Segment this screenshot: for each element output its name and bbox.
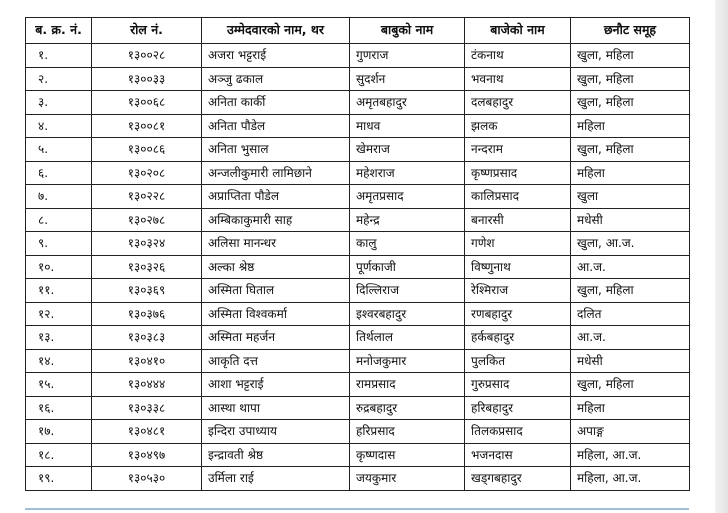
- cell-roll-number: १३०२०८: [92, 161, 202, 185]
- cell-grandfather-name: नन्दराम: [465, 138, 571, 162]
- table-row: [26, 208, 690, 232]
- cell-serial-number: १.: [26, 44, 92, 68]
- cell-grandfather-name: बनारसी: [465, 208, 571, 232]
- cell-father-name: गुणराज: [350, 44, 465, 68]
- cell-serial-number: १३.: [26, 326, 92, 350]
- cell-candidate-name: अस्मिता महर्जन: [202, 326, 350, 350]
- cell-selection-group: खुला, महिला: [571, 91, 690, 115]
- cell-grandfather-name: हर्कबहादुर: [465, 326, 571, 350]
- cell-father-name: दिल्लिराज: [350, 279, 465, 303]
- cell-grandfather-name: तिलकप्रसाद: [465, 420, 571, 444]
- table-row: [26, 67, 690, 91]
- table-row: [26, 396, 690, 420]
- cell-roll-number: १३०३२४: [92, 232, 202, 256]
- cell-roll-number: १३०४४४: [92, 373, 202, 397]
- cell-selection-group: खुला, महिला: [571, 67, 690, 91]
- cell-father-name: खेमराज: [350, 138, 465, 162]
- results-table: [25, 17, 690, 491]
- table-row: [26, 373, 690, 397]
- cell-serial-number: १८.: [26, 443, 92, 467]
- cell-selection-group: मधेसी: [571, 349, 690, 373]
- cell-roll-number: १३०२२८: [92, 185, 202, 209]
- cell-father-name: जयकुमार: [350, 467, 465, 491]
- table-row: [26, 44, 690, 68]
- cell-father-name: माधव: [350, 114, 465, 138]
- header-selection-group: छनौट समूह: [571, 18, 690, 44]
- cell-serial-number: ३.: [26, 91, 92, 115]
- cell-selection-group: खुला, महिला: [571, 373, 690, 397]
- cell-father-name: रुद्रबहादुर: [350, 396, 465, 420]
- cell-serial-number: १४.: [26, 349, 92, 373]
- table-row: [26, 443, 690, 467]
- cell-father-name: कृष्णदास: [350, 443, 465, 467]
- cell-grandfather-name: कृष्णप्रसाद: [465, 161, 571, 185]
- cell-grandfather-name: गणेश: [465, 232, 571, 256]
- cell-selection-group: महिला, आ.ज.: [571, 467, 690, 491]
- cell-roll-number: १३०४९७: [92, 443, 202, 467]
- cell-selection-group: खुला, महिला: [571, 279, 690, 303]
- cell-candidate-name: अप्राप्तिता पौडेल: [202, 185, 350, 209]
- cell-father-name: रामप्रसाद: [350, 373, 465, 397]
- table-body: [26, 44, 690, 491]
- cell-serial-number: ८.: [26, 208, 92, 232]
- cell-roll-number: १३०३६९: [92, 279, 202, 303]
- cell-grandfather-name: खड्गबहादुर: [465, 467, 571, 491]
- header-serial-number: ब. क्र. नं.: [26, 18, 92, 44]
- cell-selection-group: महिला: [571, 161, 690, 185]
- cell-father-name: सुदर्शन: [350, 67, 465, 91]
- cell-selection-group: महिला: [571, 114, 690, 138]
- cell-roll-number: १३००८१: [92, 114, 202, 138]
- table-row: [26, 467, 690, 491]
- cell-grandfather-name: हरिबहादुर: [465, 396, 571, 420]
- cell-grandfather-name: भवनाथ: [465, 67, 571, 91]
- cell-roll-number: १३०२७८: [92, 208, 202, 232]
- cell-father-name: इश्वरबहादुर: [350, 302, 465, 326]
- header-roll-number: रोल नं.: [92, 18, 202, 44]
- header-grandfather-name: बाजेको नाम: [465, 18, 571, 44]
- cell-grandfather-name: विष्णुनाथ: [465, 255, 571, 279]
- cell-roll-number: १३०५३०: [92, 467, 202, 491]
- cell-grandfather-name: टंकनाथ: [465, 44, 571, 68]
- cell-grandfather-name: गुरुप्रसाद: [465, 373, 571, 397]
- cell-father-name: अमृतप्रसाद: [350, 185, 465, 209]
- header-candidate-name: उम्मेदवारको नाम, थर: [202, 18, 350, 44]
- cell-roll-number: १३००२८: [92, 44, 202, 68]
- cell-serial-number: १७.: [26, 420, 92, 444]
- cell-serial-number: १०.: [26, 255, 92, 279]
- cell-candidate-name: इन्द्रावती श्रेष्ठ: [202, 443, 350, 467]
- cell-selection-group: खुला, महिला: [571, 138, 690, 162]
- cell-candidate-name: अलिसा मानन्धर: [202, 232, 350, 256]
- page-edge-shadow: [715, 0, 728, 513]
- cell-father-name: महेशराज: [350, 161, 465, 185]
- bottom-divider: [25, 508, 689, 510]
- cell-roll-number: १३०४१०: [92, 349, 202, 373]
- cell-selection-group: दलित: [571, 302, 690, 326]
- cell-candidate-name: अस्मिता विश्वकर्मा: [202, 302, 350, 326]
- cell-roll-number: १३००८६: [92, 138, 202, 162]
- table-row: [26, 161, 690, 185]
- cell-serial-number: २.: [26, 67, 92, 91]
- cell-candidate-name: अल्का श्रेष्ठ: [202, 255, 350, 279]
- cell-serial-number: १५.: [26, 373, 92, 397]
- cell-candidate-name: इन्दिरा उपाध्याय: [202, 420, 350, 444]
- cell-father-name: मनोजकुमार: [350, 349, 465, 373]
- header-father-name: बाबुको नाम: [350, 18, 465, 44]
- cell-serial-number: ७.: [26, 185, 92, 209]
- cell-candidate-name: अञ्जु ढकाल: [202, 67, 350, 91]
- cell-selection-group: आ.ज.: [571, 255, 690, 279]
- cell-father-name: हरिप्रसाद: [350, 420, 465, 444]
- table-row: [26, 255, 690, 279]
- table-row: [26, 279, 690, 303]
- cell-serial-number: ५.: [26, 138, 92, 162]
- cell-serial-number: ९.: [26, 232, 92, 256]
- cell-father-name: महेन्द्र: [350, 208, 465, 232]
- cell-selection-group: खुला, महिला: [571, 44, 690, 68]
- cell-father-name: अमृतबहादुर: [350, 91, 465, 115]
- cell-serial-number: १६.: [26, 396, 92, 420]
- table-row: [26, 302, 690, 326]
- cell-father-name: तिर्थलाल: [350, 326, 465, 350]
- cell-selection-group: महिला: [571, 396, 690, 420]
- table-row: [26, 420, 690, 444]
- cell-roll-number: १३०३८३: [92, 326, 202, 350]
- cell-serial-number: १२.: [26, 302, 92, 326]
- cell-roll-number: १३००६८: [92, 91, 202, 115]
- cell-serial-number: १९.: [26, 467, 92, 491]
- cell-serial-number: ६.: [26, 161, 92, 185]
- cell-candidate-name: अस्मिता घिताल: [202, 279, 350, 303]
- cell-selection-group: खुला, आ.ज.: [571, 232, 690, 256]
- cell-candidate-name: अनिता पौडेल: [202, 114, 350, 138]
- cell-roll-number: १३००३३: [92, 67, 202, 91]
- cell-serial-number: ४.: [26, 114, 92, 138]
- table-row: [26, 349, 690, 373]
- cell-roll-number: १३०४८१: [92, 420, 202, 444]
- cell-grandfather-name: झलक: [465, 114, 571, 138]
- cell-candidate-name: आशा भट्टराई: [202, 373, 350, 397]
- cell-grandfather-name: रणबहादुर: [465, 302, 571, 326]
- cell-candidate-name: अम्बिकाकुमारी साह: [202, 208, 350, 232]
- cell-candidate-name: आकृति दत्त: [202, 349, 350, 373]
- cell-roll-number: १३०३७६: [92, 302, 202, 326]
- table-row: [26, 138, 690, 162]
- cell-grandfather-name: कालिप्रसाद: [465, 185, 571, 209]
- table-header-row: [26, 18, 690, 44]
- cell-father-name: कालु: [350, 232, 465, 256]
- cell-selection-group: मधेसी: [571, 208, 690, 232]
- cell-grandfather-name: रेश्मिराज: [465, 279, 571, 303]
- cell-roll-number: १३०३२६: [92, 255, 202, 279]
- table-row: [26, 326, 690, 350]
- cell-candidate-name: अनिता भुसाल: [202, 138, 350, 162]
- cell-selection-group: आ.ज.: [571, 326, 690, 350]
- cell-grandfather-name: दलबहादुर: [465, 91, 571, 115]
- cell-roll-number: १३०३३८: [92, 396, 202, 420]
- cell-father-name: पूर्णकाजी: [350, 255, 465, 279]
- cell-serial-number: ११.: [26, 279, 92, 303]
- table-row: [26, 232, 690, 256]
- cell-candidate-name: उर्मिला राई: [202, 467, 350, 491]
- cell-selection-group: महिला, आ.ज.: [571, 443, 690, 467]
- table-row: [26, 114, 690, 138]
- table-row: [26, 91, 690, 115]
- cell-candidate-name: आस्था थापा: [202, 396, 350, 420]
- cell-candidate-name: अनिता कार्की: [202, 91, 350, 115]
- cell-candidate-name: अजरा भट्टराई: [202, 44, 350, 68]
- cell-selection-group: अपाङ्ग: [571, 420, 690, 444]
- cell-candidate-name: अन्जलीकुमारी लामिछाने: [202, 161, 350, 185]
- cell-selection-group: खुला: [571, 185, 690, 209]
- cell-grandfather-name: भजनदास: [465, 443, 571, 467]
- table-row: [26, 185, 690, 209]
- cell-grandfather-name: पुलकित: [465, 349, 571, 373]
